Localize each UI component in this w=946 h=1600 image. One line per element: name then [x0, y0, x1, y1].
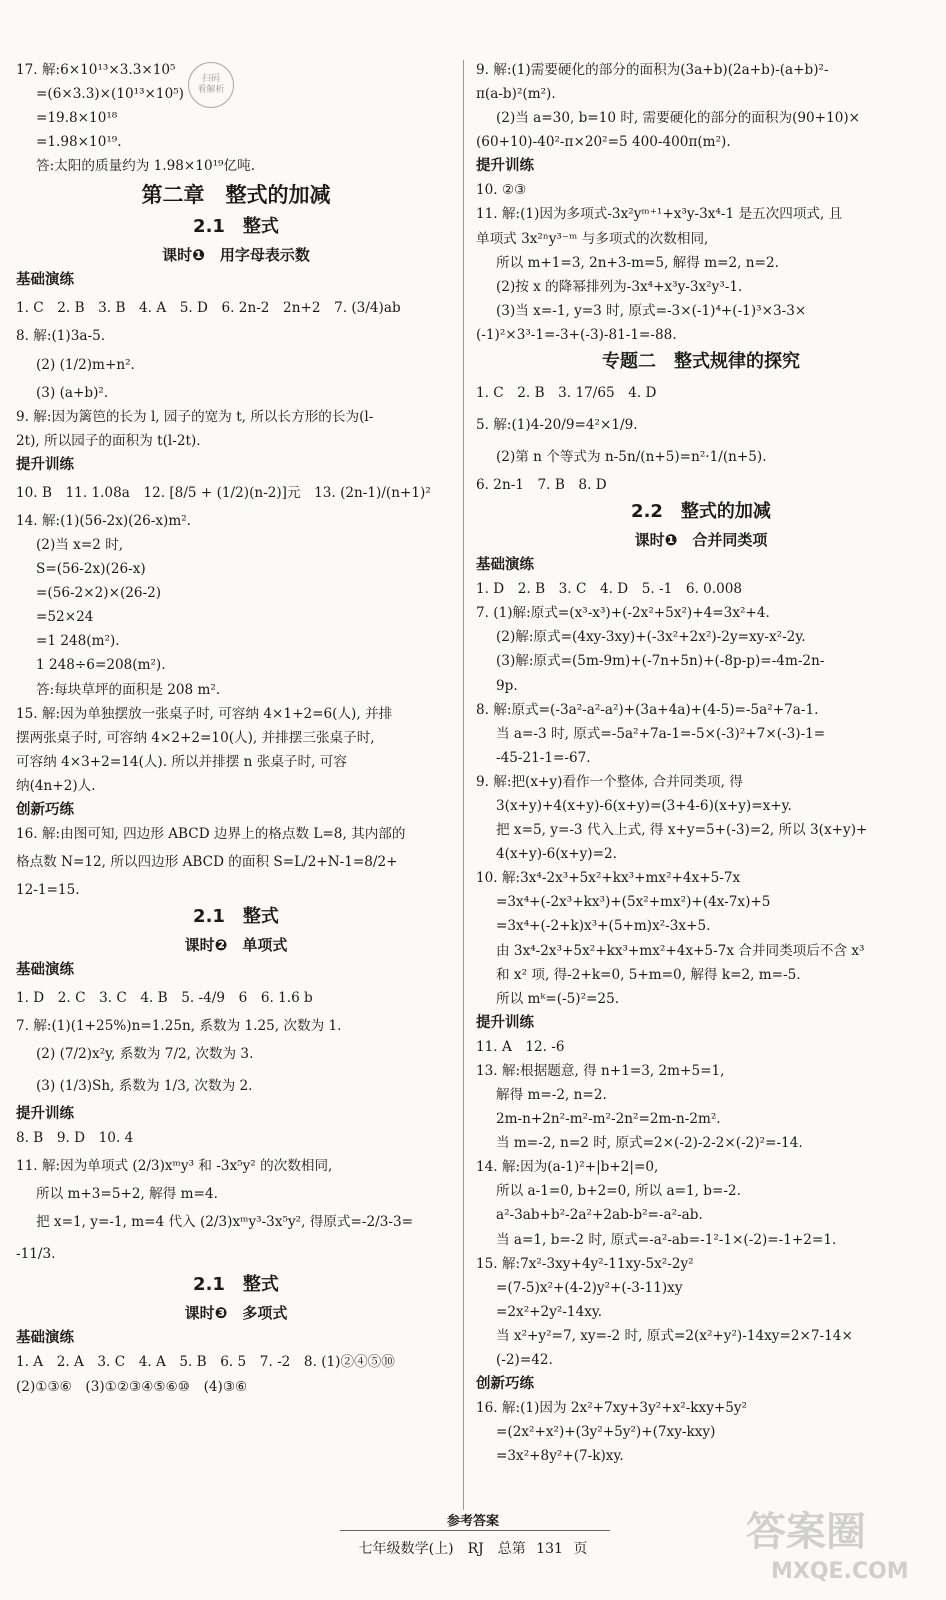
answer-line: 8. B 9. D 10. 4 [16, 1130, 134, 1147]
answer-line: 和 x² 项, 得-2+k=0, 5+m=0, 解得 k=2, m=-5. [496, 966, 801, 983]
answer-line: 2t), 所以园子的面积为 t(l-2t). [16, 432, 201, 449]
answer-line: 可容纳 4×3+2=14(人). 所以并排摆 n 张桌子时, 可容 [16, 753, 347, 770]
answer-line: -11/3. [16, 1246, 56, 1263]
answer-line: 1. A 2. A 3. C 4. A 5. B 6. 5 7. -2 8. (1)②④⑤⑩ [16, 1354, 395, 1371]
answer-line: 当 x²+y²=7, xy=-2 时, 原式=2(x²+y²)-14xy=2×7-14× [496, 1327, 853, 1344]
answer-line: 7. (1)解:原式=(x³-x³)+(-2x²+5x²)+4=3x²+4. [476, 605, 770, 622]
answer-line: 14. 解:因为(a-1)²+|b+2|=0, [476, 1159, 659, 1176]
answer-line: 所以 mᵏ=(-5)²=25. [496, 990, 620, 1007]
section-heading: 创新巧练 [16, 801, 74, 818]
answer-line: 11. 解:(1)因为多项式-3x²yᵐ⁺¹+x³y-3x⁴-1 是五次四项式, 且 [476, 206, 843, 223]
answer-line: (60+10)-40²-π×20²=5 400-400π(m²). [476, 134, 731, 151]
answer-line: 8. 解:原式=(-3a²-a²-a²)+(3a+4a)+(4-5)=-5a²+7a-1. [476, 701, 819, 718]
answer-line: 所以 m+1=3, 2n+3-m=5, 解得 m=2, n=2. [496, 254, 779, 271]
answer-line: 答:每块草坪的面积是 208 m². [36, 681, 221, 698]
answer-line: (2)①③⑥ (3)①②③④⑤⑥⑩ (4)③⑥ [16, 1378, 248, 1395]
answer-line: =(2x²+x²)+(3y²+5y²)+(7xy-kxy) [496, 1424, 716, 1441]
answer-line: 10. ②③ [476, 182, 527, 199]
answer-line: 当 a=-3 时, 原式=-5a²+7a-1=-5×(-3)²+7×(-3)-1= [496, 725, 826, 742]
answer-line: 9. 解:因为篱笆的长为 l, 园子的宽为 t, 所以长方形的长为(l- [16, 408, 374, 425]
column-divider [463, 60, 464, 1510]
answer-line: 9. 解:(1)需要硬化的部分的面积为(3a+b)(2a+b)-(a+b)²- [476, 62, 829, 78]
answer-line: 1. D 2. B 3. C 4. D 5. -1 6. 0.008 [476, 581, 743, 598]
answer-line: (2)当 x=2 时, [36, 536, 124, 553]
answer-line: 答:太阳的质量约为 1.98×10¹⁹亿吨. [36, 158, 256, 175]
answer-line: (-1)²×3³-1=-3+(-3)-81-1=-88. [476, 326, 677, 343]
answer-line: (2) (1/2)m+n². [36, 356, 135, 373]
answer-line: 9p. [496, 677, 518, 694]
section-heading: 第二章 整式的加减 [141, 183, 331, 208]
answer-line: -45-21-1=-67. [496, 749, 591, 766]
answer-line: =1.98×10¹⁹. [36, 134, 122, 151]
answer-line: =1 248(m²). [36, 633, 120, 650]
section-heading: 提升训练 [476, 1014, 534, 1031]
answer-line: =52×24 [36, 609, 94, 626]
answer-line: (2)解:原式=(4xy-3xy)+(-3x²+2x²)-2y=xy-x²-2y. [496, 629, 806, 646]
svg-text:MXQE.COM: MXQE.COM [771, 1559, 909, 1584]
answer-line: 10. B 11. 1.08a 12. [8/5 + (1/2)(n-2)]元 13. (2n-1)/(n+1)² [16, 484, 431, 501]
answer-line: =(6×3.3)×(10¹³×10⁵) [36, 86, 184, 103]
answer-line: 5. 解:(1)4-20/9=4²×1/9. [476, 417, 638, 434]
answer-line: 所以 a-1=0, b+2=0, 所以 a=1, b=-2. [496, 1183, 741, 1200]
answer-line: =3x²+8y²+(7-k)xy. [496, 1448, 624, 1465]
section-heading: 提升训练 [16, 1106, 74, 1123]
answer-line: 10. 解:3x⁴-2x³+5x²+kx³+mx²+4x+5-7x [476, 870, 741, 887]
answer-line: a²-3ab+b²-2a²+2ab-b²=-a²-ab. [496, 1207, 703, 1224]
answer-line: =3x⁴+(-2x³+kx³)+(5x²+mx²)+(4x-7x)+5 [496, 894, 771, 911]
section-heading: 课时❸ 多项式 [184, 1304, 288, 1323]
section-heading: 2.1 整式 [193, 906, 279, 928]
section-heading: 基础演练 [16, 962, 74, 979]
answer-line: 16. 解:由图可知, 四边形 ABCD 边界上的格点数 L=8, 其内部的 [16, 825, 406, 842]
section-heading: 2.2 整式的加减 [631, 501, 771, 523]
answer-line: 把 x=1, y=-1, m=4 代入 (2/3)xᵐy³-3x⁵y², 得原式=-2/3-3= [36, 1214, 413, 1231]
answer-line: 15. 解:7x²-3xy+4y²-11xy-5x²-2y² [476, 1255, 694, 1272]
answer-line: 当 m=-2, n=2 时, 原式=2×(-2)-2-2×(-2)²=-14. [496, 1135, 803, 1152]
section-heading: 专题二 整式规律的探究 [602, 351, 800, 373]
answer-line: =3x⁴+(-2+k)x³+(5+m)x²-3x+5. [496, 918, 711, 935]
answer-line: =(7-5)x²+(4-2)y²+(-3-11)xy [496, 1279, 683, 1296]
answer-line: (-2)=42. [496, 1352, 553, 1369]
section-heading: 提升训练 [16, 456, 74, 473]
answer-line: 11. 解:因为单项式 (2/3)xᵐy³ 和 -3x⁵y² 的次数相同, [16, 1158, 333, 1175]
section-heading: 基础演练 [476, 557, 534, 574]
answer-line: 1. C 2. B 3. B 4. A 5. D 6. 2n-2 2n+2 7. (3/4)ab [16, 300, 401, 317]
answer-line: 17. 解:6×10¹³×3.3×10⁵ [16, 62, 176, 78]
footer-page-info: 七年级数学(上) RJ 总第 131 页 [358, 1541, 588, 1557]
answer-line: 8. 解:(1)3a-5. [16, 328, 106, 345]
answer-line: (2) (7/2)x²y, 系数为 7/2, 次数为 3. [36, 1046, 254, 1063]
section-heading: 课时❷ 单项式 [184, 936, 288, 955]
answer-line: 纳(4n+2)人. [16, 777, 96, 794]
answer-line: 格点数 N=12, 所以四边形 ABCD 的面积 S=L/2+N-1=8/2+ [16, 854, 398, 871]
answer-line: 4(x+y)-6(x+y)=2. [496, 846, 617, 863]
answer-line: 12-1=15. [16, 882, 80, 899]
section-heading: 基础演练 [16, 1330, 74, 1347]
answer-line: =2x²+2y²-14xy. [496, 1303, 603, 1320]
answer-line: (2)当 a=30, b=10 时, 需要硬化的部分的面积为(90+10)× [496, 110, 861, 127]
footer-title: 参考答案 [446, 1514, 499, 1529]
svg-text:答案圈: 答案圈 [746, 1509, 866, 1555]
watermark-logo [741, 1490, 916, 1590]
answer-line: 7. 解:(1)(1+25%)n=1.25n, 系数为 1.25, 次数为 1. [16, 1018, 342, 1035]
section-heading: 基础演练 [16, 272, 74, 289]
right-column [476, 58, 926, 1468]
answer-line: (2)按 x 的降幂排列为-3x⁴+x³y-3x²y³-1. [496, 278, 743, 295]
answer-line: (3) (1/3)Sh, 系数为 1/3, 次数为 2. [36, 1078, 253, 1095]
answer-line: 摆两张桌子时, 可容纳 4×2+2=10(人), 并排摆三张桌子时, [16, 729, 375, 746]
answer-line: 解得 m=-2, n=2. [496, 1087, 607, 1103]
answer-line: (3)当 x=-1, y=3 时, 原式=-3×(-1)⁴+(-1)³×3-3× [496, 302, 807, 319]
answer-line: (2)第 n 个等式为 n-5n/(n+5)=n²·1/(n+5). [496, 449, 767, 466]
answer-line: 6. 2n-1 7. B 8. D [476, 477, 607, 494]
answer-line: 把 x=5, y=-3 代入上式, 得 x+y=5+(-3)=2, 所以 3(x+y)+ [496, 822, 868, 839]
answer-line: =19.8×10¹⁸ [36, 110, 118, 127]
left-column [16, 58, 456, 1399]
answer-line: 由 3x⁴-2x³+5x²+kx³+mx²+4x+5-7x 合并同类项后不含 x³ [496, 942, 865, 959]
answer-line: 1 248÷6=208(m²). [36, 657, 166, 674]
section-heading: 2.1 整式 [193, 1274, 279, 1296]
answer-line: 13. 解:根据题意, 得 n+1=3, 2m+5=1, [476, 1062, 725, 1079]
qr-stamp: 扫码 看解析 [188, 62, 234, 108]
section-heading: 提升训练 [476, 158, 534, 175]
answer-line: 1. D 2. C 3. C 4. B 5. -4/9 6 6. 1.6 b [16, 990, 313, 1007]
answer-line: (3) (a+b)². [36, 384, 109, 401]
answer-line: 11. A 12. -6 [476, 1038, 565, 1055]
answer-line: π(a-b)²(m²). [476, 86, 556, 103]
answer-line: 3(x+y)+4(x+y)-6(x+y)=(3+4-6)(x+y)=x+y. [496, 797, 792, 814]
answer-line: 单项式 3x²ⁿy³⁻ᵐ 与多项式的次数相同, [476, 230, 709, 247]
section-heading: 创新巧练 [476, 1376, 534, 1393]
answer-line: 15. 解:因为单独摆放一张桌子时, 可容纳 4×1+2=6(人), 并排 [16, 705, 393, 722]
answer-line: 当 a=1, b=-2 时, 原式=-a²-ab=-1²-1×(-2)=-1+2=1. [496, 1231, 837, 1248]
answer-line: 16. 解:(1)因为 2x²+7xy+3y²+x²-kxy+5y² [476, 1400, 748, 1417]
answer-line: 14. 解:(1)(56-2x)(26-x)m². [16, 512, 192, 529]
footer-rule [340, 1530, 610, 1531]
answer-line: 所以 m+3=5+2, 解得 m=4. [36, 1186, 218, 1203]
answer-line: 2m-n+2n²-m²-m²-2n²=2m-n-2m². [496, 1111, 721, 1128]
answer-line: 9. 解:把(x+y)看作一个整体, 合并同类项, 得 [476, 773, 743, 790]
answer-line: S=(56-2x)(26-x) [36, 561, 146, 578]
section-heading: 课时❶ 合并同类项 [634, 531, 768, 550]
section-heading: 课时❶ 用字母表示数 [162, 246, 310, 265]
section-heading: 2.1 整式 [193, 216, 279, 238]
answer-line: =(56-2×2)×(26-2) [36, 585, 162, 602]
answer-line: 1. C 2. B 3. 17/65 4. D [476, 385, 657, 402]
answer-line: (3)解:原式=(5m-9m)+(-7n+5n)+(-8p-p)=-4m-2n- [496, 653, 825, 670]
